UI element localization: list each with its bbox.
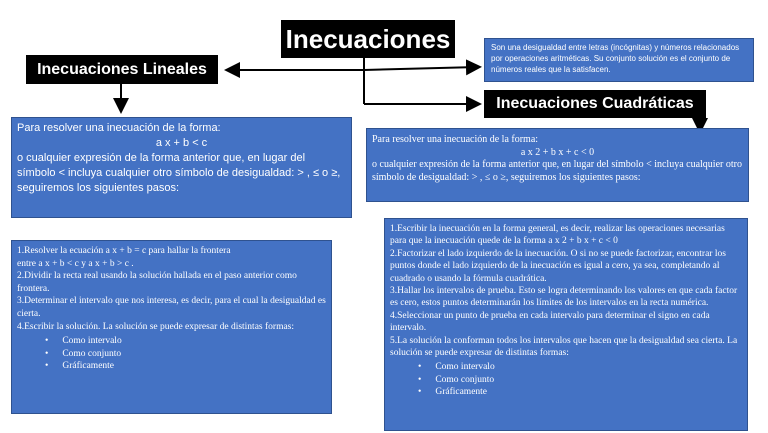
quadratic-intro-box bbox=[366, 128, 749, 202]
definition-box bbox=[484, 38, 754, 82]
linear-steps-box bbox=[11, 240, 332, 414]
linear-step-4: 4.Escribir la solución. La solución se puede expresar de distintas formas: bbox=[17, 321, 295, 332]
linear-step-1: 1.Resolver la ecuación a x + b = c para hallar la frontera bbox=[17, 246, 231, 256]
definition-text: Son una desigualdad entre letras (incógnitas) y números relacionados por operaciones aritméticas. Su conjunto solución es el conjunto de números reales que la satisfacen. bbox=[491, 43, 740, 74]
quadratic-step-4: 4.Seleccionar un punto de prueba en cada intervalo para determinar el signo en cada intervalo. bbox=[390, 310, 710, 334]
quadratic-step-2: 2.Factorizar el lado izquierdo de la inecuación. O si no se puede factorizar, encontrar los puntos donde el lado izquierdo de la inecuación es igual a cero, ya sea, completando al cuadrado o usando la fórmula cuadrática. bbox=[390, 248, 726, 284]
quadratic-solution-forms bbox=[390, 361, 742, 398]
linear-step-2: 2.Dividir la recta real usando la solución hallada en el paso anterior como frontera. bbox=[17, 271, 297, 294]
quadratic-step-3: 3.Hallar los intervalos de prueba. Esto se logra determinando los valores en que cada factor es cero, estos puntos determinarán los límites de los intervalos en la recta numérica. bbox=[390, 286, 738, 309]
list-item: • Como conjunto bbox=[65, 348, 326, 361]
linear-step-3: 3.Determinar el intervalo que nos interesa, es decir, para el cual la desigualdad es cierta. bbox=[17, 296, 326, 319]
quadratic-intro-line1: Para resolver una inecuación de la forma: bbox=[372, 134, 539, 145]
list-item: • Como conjunto bbox=[438, 374, 742, 386]
arrow-to-definition bbox=[364, 67, 478, 70]
list-item: • Gráficamente bbox=[438, 386, 742, 398]
linear-step-1b: entre a x + b < c y a x + b > c . bbox=[17, 258, 134, 269]
list-item: • Gráficamente bbox=[65, 360, 326, 373]
linear-intro-line1: Para resolver una inecuación de la forma: bbox=[17, 122, 221, 134]
quadratic-steps-box bbox=[384, 218, 748, 431]
quadratic-formula: a x 2 + b x + c < 0 bbox=[520, 146, 595, 158]
linear-formula: a x + b < c bbox=[155, 137, 208, 149]
quadratic-step-1: 1.Escribir la inecuación en la forma general, es decir, realizar las operaciones necesarias para que la inecuación quede de la forma a x 2 + b x + c < 0 bbox=[390, 224, 725, 247]
main-title: Inecuaciones bbox=[281, 20, 455, 58]
quadratic-step-5: 5.La solución la conforman todos los intervalos que hacen que la desigualdad sea cierta. La solución se puede expresar de distintas formas: bbox=[390, 335, 738, 359]
quadratic-intro-line2: o cualquier expresión de la forma anterior que, en lugar del símbolo < incluya cualquier otro símbolo de desigualdad: > , ≤ o ≥, seguiremos los siguientes pasos: bbox=[372, 159, 742, 183]
quadratic-title: Inecuaciones Cuadráticas bbox=[484, 90, 706, 118]
linear-intro-box bbox=[11, 117, 352, 218]
linear-intro-line2: o cualquier expresión de la forma anterior que, en lugar del símbolo < incluya cualquier otro símbolo de desigualdad: > , ≤ o ≥, seguiremos los siguientes pasos: bbox=[17, 152, 341, 194]
list-item: • Como intervalo bbox=[438, 361, 742, 373]
linear-title: Inecuaciones Lineales bbox=[26, 55, 218, 84]
linear-solution-forms bbox=[17, 335, 326, 373]
list-item: • Como intervalo bbox=[65, 335, 326, 348]
